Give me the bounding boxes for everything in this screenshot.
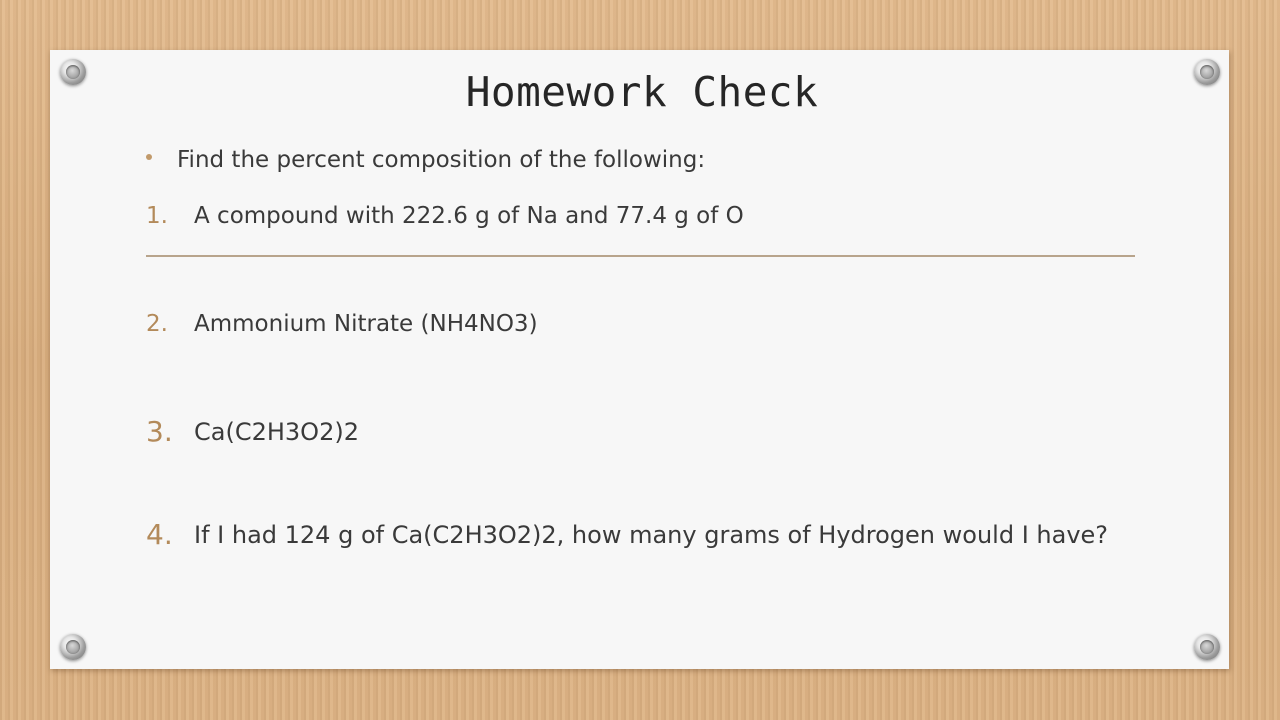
bullet-dot-icon [146,154,152,160]
pushpin-icon [60,634,86,660]
pushpin-icon [1194,634,1220,660]
list-number: 4. [146,518,173,551]
slide-title: Homework Check [465,68,819,116]
bullet-text: Find the percent composition of the following: [177,147,706,173]
list-text: A compound with 222.6 g of Na and 77.4 g of O [194,203,744,229]
slide-card [50,50,1229,669]
list-text: Ca(C2H3O2)2 [194,418,359,446]
list-number: 2. [146,311,168,337]
list-number: 1. [146,203,168,229]
list-text: Ammonium Nitrate (NH4NO3) [194,311,538,337]
list-number: 3. [146,415,173,448]
divider [146,255,1135,257]
list-text: If I had 124 g of Ca(C2H3O2)2, how many grams of Hydrogen would I have? [194,521,1109,549]
